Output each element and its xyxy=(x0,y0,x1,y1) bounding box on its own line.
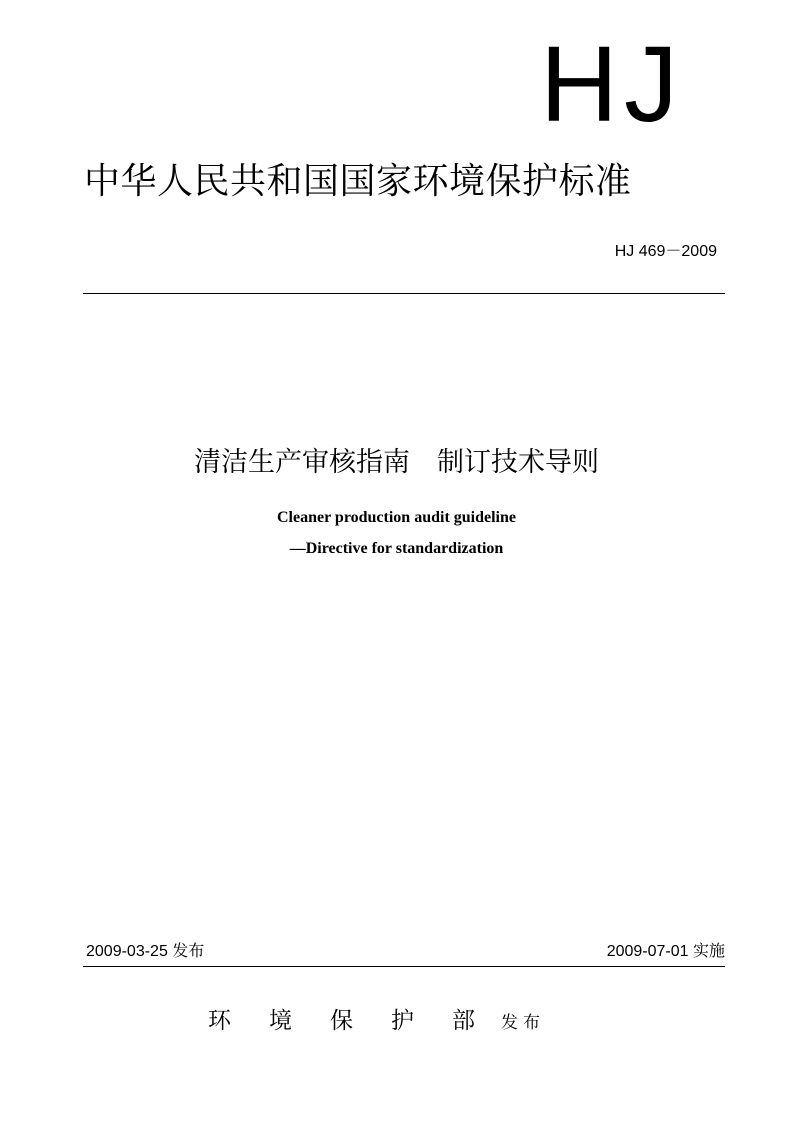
publish-label: 发布 xyxy=(501,1013,545,1033)
bottom-divider xyxy=(83,966,725,967)
document-title-english-line2: —Directive for standardization xyxy=(289,540,504,557)
hj-logo: HJ xyxy=(540,23,684,144)
document-title-chinese: 清洁生产审核指南 制订技术导则 xyxy=(194,447,599,478)
top-divider xyxy=(83,293,725,294)
ministry-name: 环境保护部 xyxy=(208,1008,513,1034)
standard-number: HJ 469－2009 xyxy=(614,243,717,260)
implementation-date: 2009-07-01 实施 xyxy=(606,943,725,960)
document-title-english-line1: Cleaner production audit guideline xyxy=(277,509,516,526)
issue-date: 2009-03-25 发布 xyxy=(86,943,205,960)
issuer-title: 中华人民共和国国家环境保护标准 xyxy=(84,161,632,202)
issuer-row xyxy=(208,1006,545,1038)
